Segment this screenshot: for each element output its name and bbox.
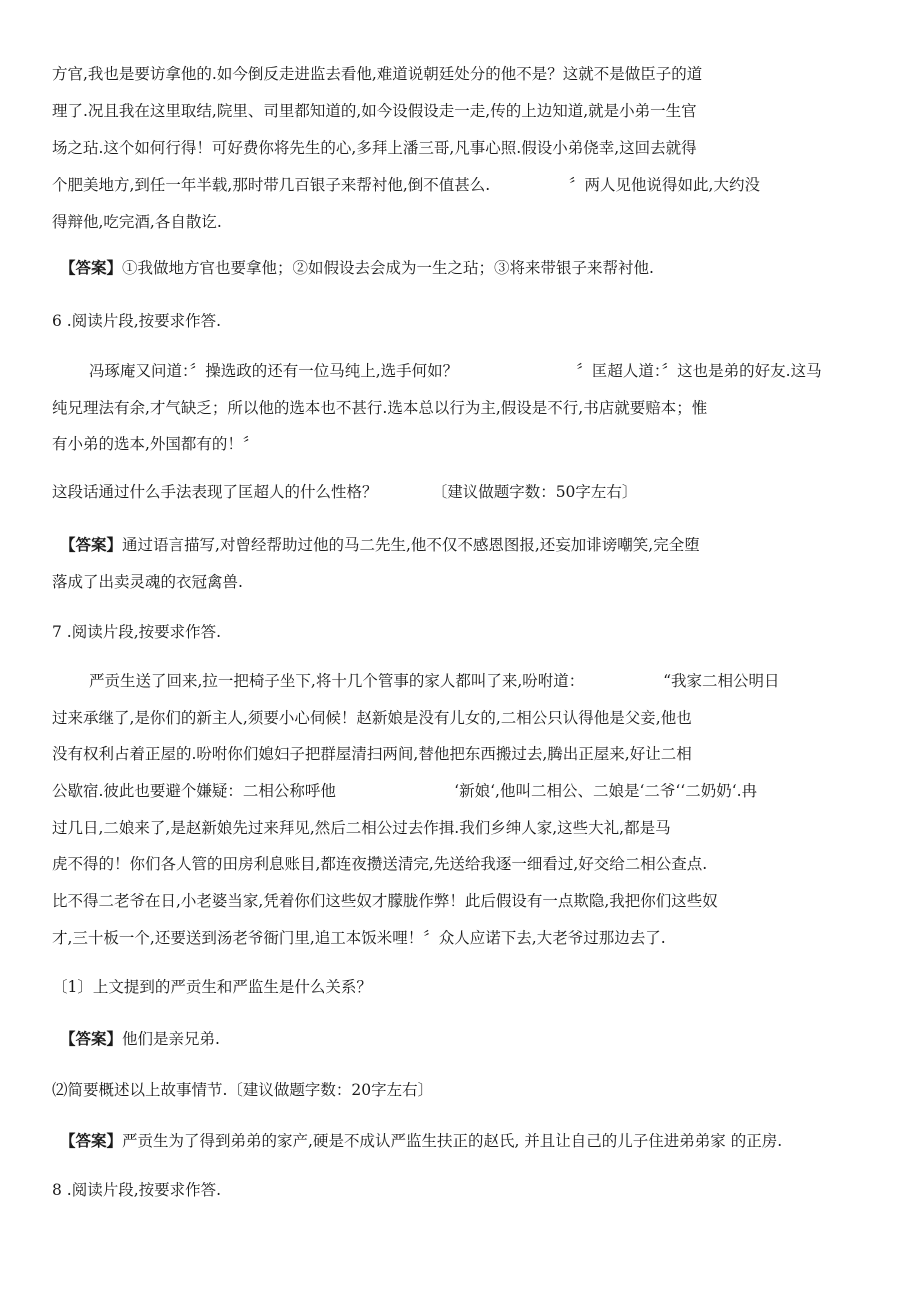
question-title: 6 .阅读片段,按要求作答. (52, 312, 222, 330)
question-prompt: 这段话通过什么手法表现了匡超人的什么性格？ 〔建议做题字数：50字左右〕 (52, 483, 638, 501)
passage-line: 虎不得的！你们各人管的田房利息账目,都连夜攒送清完,先送给我逐一细看过,好交给二相公查点. (52, 855, 708, 873)
passage-line: 有小弟的选本,外国都有的！〞 (52, 435, 259, 453)
passage-line: 过几日,二娘来了,是赵新娘先过来拜见,然后二相公过去作揖.我们乡绅人家,这些大礼,都是马 (52, 819, 671, 837)
answer-text-continued: 落成了出卖灵魂的衣冠禽兽. (52, 573, 243, 591)
question-8-title: 8 .阅读片段,按要求作答. (52, 1181, 222, 1199)
passage-line: 过来承继了,是你们的新主人,须要小心伺候！赵新娘是没有儿女的,二相公只认得他是父妾,他也 (52, 709, 692, 727)
passage-line: 得辩他,吃完酒,各自散讫. (52, 213, 222, 231)
answer-label: 【答案】 (60, 1131, 123, 1150)
passage-line: 公歇宿.彼此也要避个嫌疑：二相公称呼他 ‘新娘‘,他叫二相公、二娘是‘二爷‘‘二奶奶‘.冉 (52, 782, 758, 800)
passage-line: 方官,我也是要访拿他的.如今倒反走进监去看他,难道说朝廷处分的他不是？这就不是做臣子的道 (52, 65, 703, 83)
passage-line: 严贡生送了回来,拉一把椅子坐下,将十几个管事的家人都叫了来,吩咐道： “我家二相公明日 (89, 672, 780, 690)
answer-text: 严贡生为了得到弟弟的家产,硬是不成认严监生扶正的赵氏, 并且让自己的儿子住进弟弟家 的正房. (122, 1132, 783, 1150)
passage-line: 场之玷.这个如何行得！可好费你将先生的心,多拜上潘三哥,凡事心照.假设小弟侥幸,这回去就得 (52, 139, 697, 157)
passage-line: 冯琢庵又问道：〞操选政的还有一位马纯上,选手何如？ 〞匡超人道：〞这也是弟的好友.这马 (89, 362, 822, 380)
sub-question-1: 〔1〕上文提到的严贡生和严监生是什么关系？ (52, 978, 372, 996)
passage-line: 理了.况且我在这里取结,院里、司里都知道的,如今设假设走一走,传的上边知道,就是小弟一生官 (52, 102, 697, 120)
answer-text: 他们是亲兄弟. (122, 1030, 220, 1048)
question-title: 7 .阅读片段,按要求作答. (52, 623, 222, 641)
sub-question-2: ⑵简要概述以上故事情节.〔建议做题字数：20字左右〕 (52, 1081, 434, 1099)
answer-6 (60, 535, 700, 555)
answer-text: ①我做地方官也要拿他；②如假设去会成为一生之玷；③将来带银子来帮衬他. (122, 259, 654, 277)
answer-label: 【答案】 (60, 535, 123, 554)
answer-label: 【答案】 (60, 258, 123, 277)
passage-line: 没有权利占着正屋的.吩咐你们媳妇子把群屋清扫两间,替他把东西搬过去,腾出正屋来,好让二相 (52, 745, 692, 763)
sub-answer-2 (60, 1131, 782, 1151)
answer-5 (60, 258, 654, 278)
passage-line: 个肥美地方,到任一年半载,那时带几百银子来帮衬他,倒不值甚么. 〞两人见他说得如此,大约没 (52, 176, 760, 194)
passage-line: 纯兄理法有余,才气缺乏；所以他的选本也不甚行.选本总以行为主,假设是不行,书店就要赔本；惟 (52, 399, 708, 417)
passage-line: 比不得二老爷在日,小老婆当家,凭着你们这些奴才朦胧作弊！此后假设有一点欺隐,我把你们这些奴 (52, 892, 718, 910)
answer-label: 【答案】 (60, 1029, 123, 1048)
answer-text: 通过语言描写,对曾经帮助过他的马二先生,他不仅不感恩图报,还妄加诽谤嘲笑,完全堕 (122, 536, 700, 554)
passage-line: 才,三十板一个,还要送到汤老爷衙门里,追工本饭米哩！〞众人应诺下去,大老爷过那边去了. (52, 929, 666, 947)
sub-answer-1 (60, 1029, 220, 1049)
